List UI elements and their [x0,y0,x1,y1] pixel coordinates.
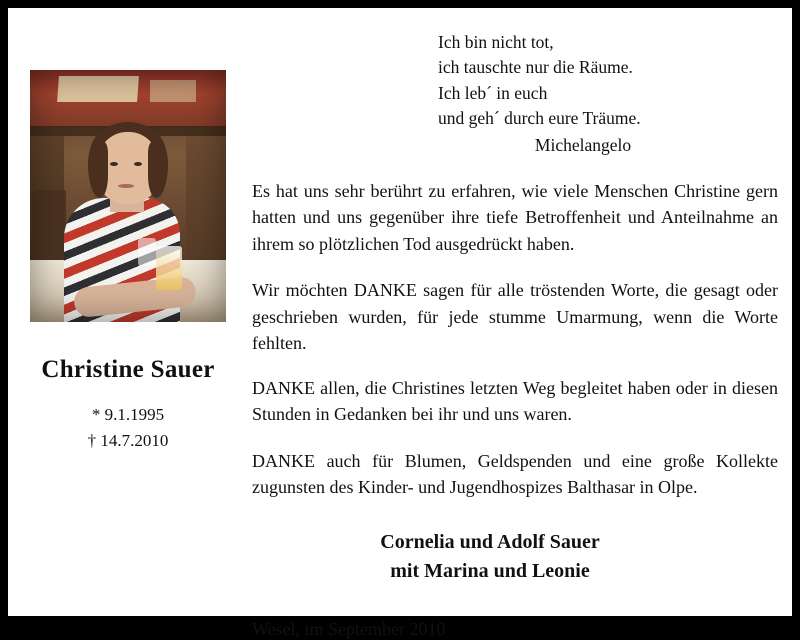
poem-line-4: und geh´ durch eure Träume. [438,108,641,129]
poem-line-1: Ich bin nicht tot, [438,32,554,52]
poem-line-2: ich tauschte nur die Räume. [438,57,633,78]
poem-attribution: Michelangelo [534,134,632,155]
portrait-photo [30,70,226,322]
birth-date: * 9.1.1995 [91,405,165,424]
paragraph-3: DANKE allen, die Christines letzten Weg begleitet haben oder in diesen Stunden in Gedanken bei ihr und uns waren. [252,377,778,425]
paragraph-2: Wir möchten DANKE sagen für alle tröstenden Worte, die gesagt oder geschrieben wurden, für jede stumme Umarmung, wenn die Worte fehlten. [252,280,778,354]
photo-vignette [30,70,226,322]
signature [246,528,780,585]
paragraph-4: DANKE auch für Blumen, Geldspenden und eine große Kollekte zugunsten des Kinder- und Jugendhospizes Balthasar in Olpe. [252,450,778,497]
right-column [246,30,780,640]
left-column [14,70,242,455]
poem [246,30,780,158]
death-date: † 14.7.2010 [87,431,169,451]
signature-line-1: Cornelia und Adolf Sauer [380,531,600,554]
memorial-card [8,8,792,640]
paragraph-1: Es hat uns sehr berührt zu erfahren, wie viele Menschen Christine gern hatten und uns gegenüber ihre tiefe Betroffenheit und Anteilnahme an ihrem so plötzlichen Tod ausgedrückt haben. [252,180,778,254]
deceased-dates [14,402,242,455]
deceased-name: Christine Sauer [41,356,215,383]
place-and-date: Wesel, im September 2010 [252,619,446,640]
poem-line-3: Ich leb´ in euch [438,82,548,103]
signature-line-2: mit Marina und Leonie [390,559,590,582]
